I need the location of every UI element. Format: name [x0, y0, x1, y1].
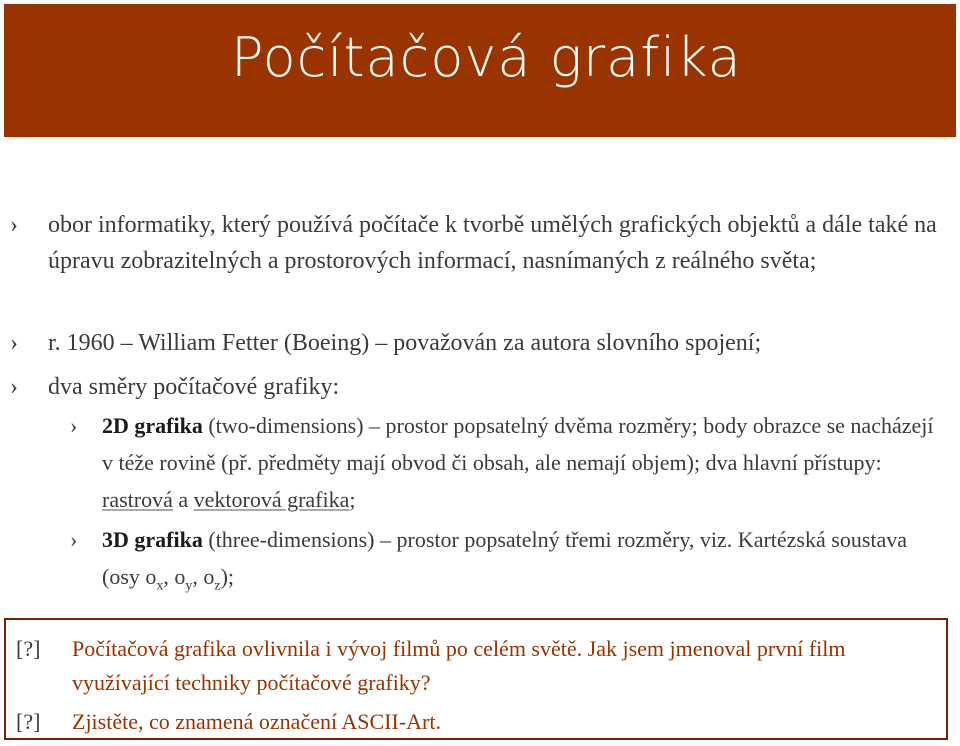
subbullet-2d [70, 407, 948, 518]
text-end: ; [349, 487, 356, 512]
title-band [4, 4, 956, 137]
text-end: ); [220, 564, 235, 589]
bullet-text: obor informatiky, který používá počítače k tvorbě umělých grafických objektů a dále také na úpravu zobrazitelných a prostorových informací, nasnímaných z reálného světa; [48, 212, 937, 274]
subbullet-marker: › [70, 527, 78, 552]
subbullet-marker: › [70, 413, 78, 438]
task-marker: [?] [16, 709, 41, 734]
text-and: a [172, 487, 194, 512]
bullet-definition [10, 207, 948, 279]
task-box [4, 618, 948, 740]
task-text: Zjistěte, co znamená označení ASCII-Art. [72, 709, 441, 734]
text-2d: (two-dimensions) – prostor popsatelný dvěma rozměry; body obrazce se nacházejí v téže rovině (př. předměty mají obvod či obsah, ale nemají objem); dva hlavní přístupy: [102, 413, 934, 475]
bullet-text: dva směry počítačové grafiky: [48, 374, 340, 400]
sub-z: z [214, 578, 221, 594]
sub-x: x [156, 578, 164, 594]
bullet-marker: › [10, 212, 18, 238]
link-vector[interactable]: vektorová grafika [193, 487, 350, 512]
bullet-marker: › [10, 374, 18, 400]
bullet-marker: › [10, 330, 18, 356]
bullet-history [10, 325, 948, 361]
sep-2: , o [192, 564, 215, 589]
term-3d: 3D grafika [102, 527, 203, 552]
task-marker: [?] [16, 636, 41, 661]
slide-title: Počítačová grafika [231, 26, 742, 89]
term-2d: 2D grafika [102, 413, 203, 438]
text-3d: (three-dimensions) – prostor popsatelný třemi rozměry, viz. Kartézská soustava (osy o [102, 527, 908, 589]
subbullet-3d [70, 521, 948, 604]
bullet-text: r. 1960 – William Fetter (Boeing) – považován za autora slovního spojení; [48, 330, 762, 356]
bullet-directions [10, 369, 948, 405]
sub-y: y [185, 578, 193, 594]
sep-1: , o [163, 564, 186, 589]
task-text: Počítačová grafika ovlivnila i vývoj filmů po celém světě. Jak jsem jmenoval první film využívající techniky počítačové grafiky? [72, 636, 846, 695]
link-raster[interactable]: rastrová [102, 487, 173, 512]
